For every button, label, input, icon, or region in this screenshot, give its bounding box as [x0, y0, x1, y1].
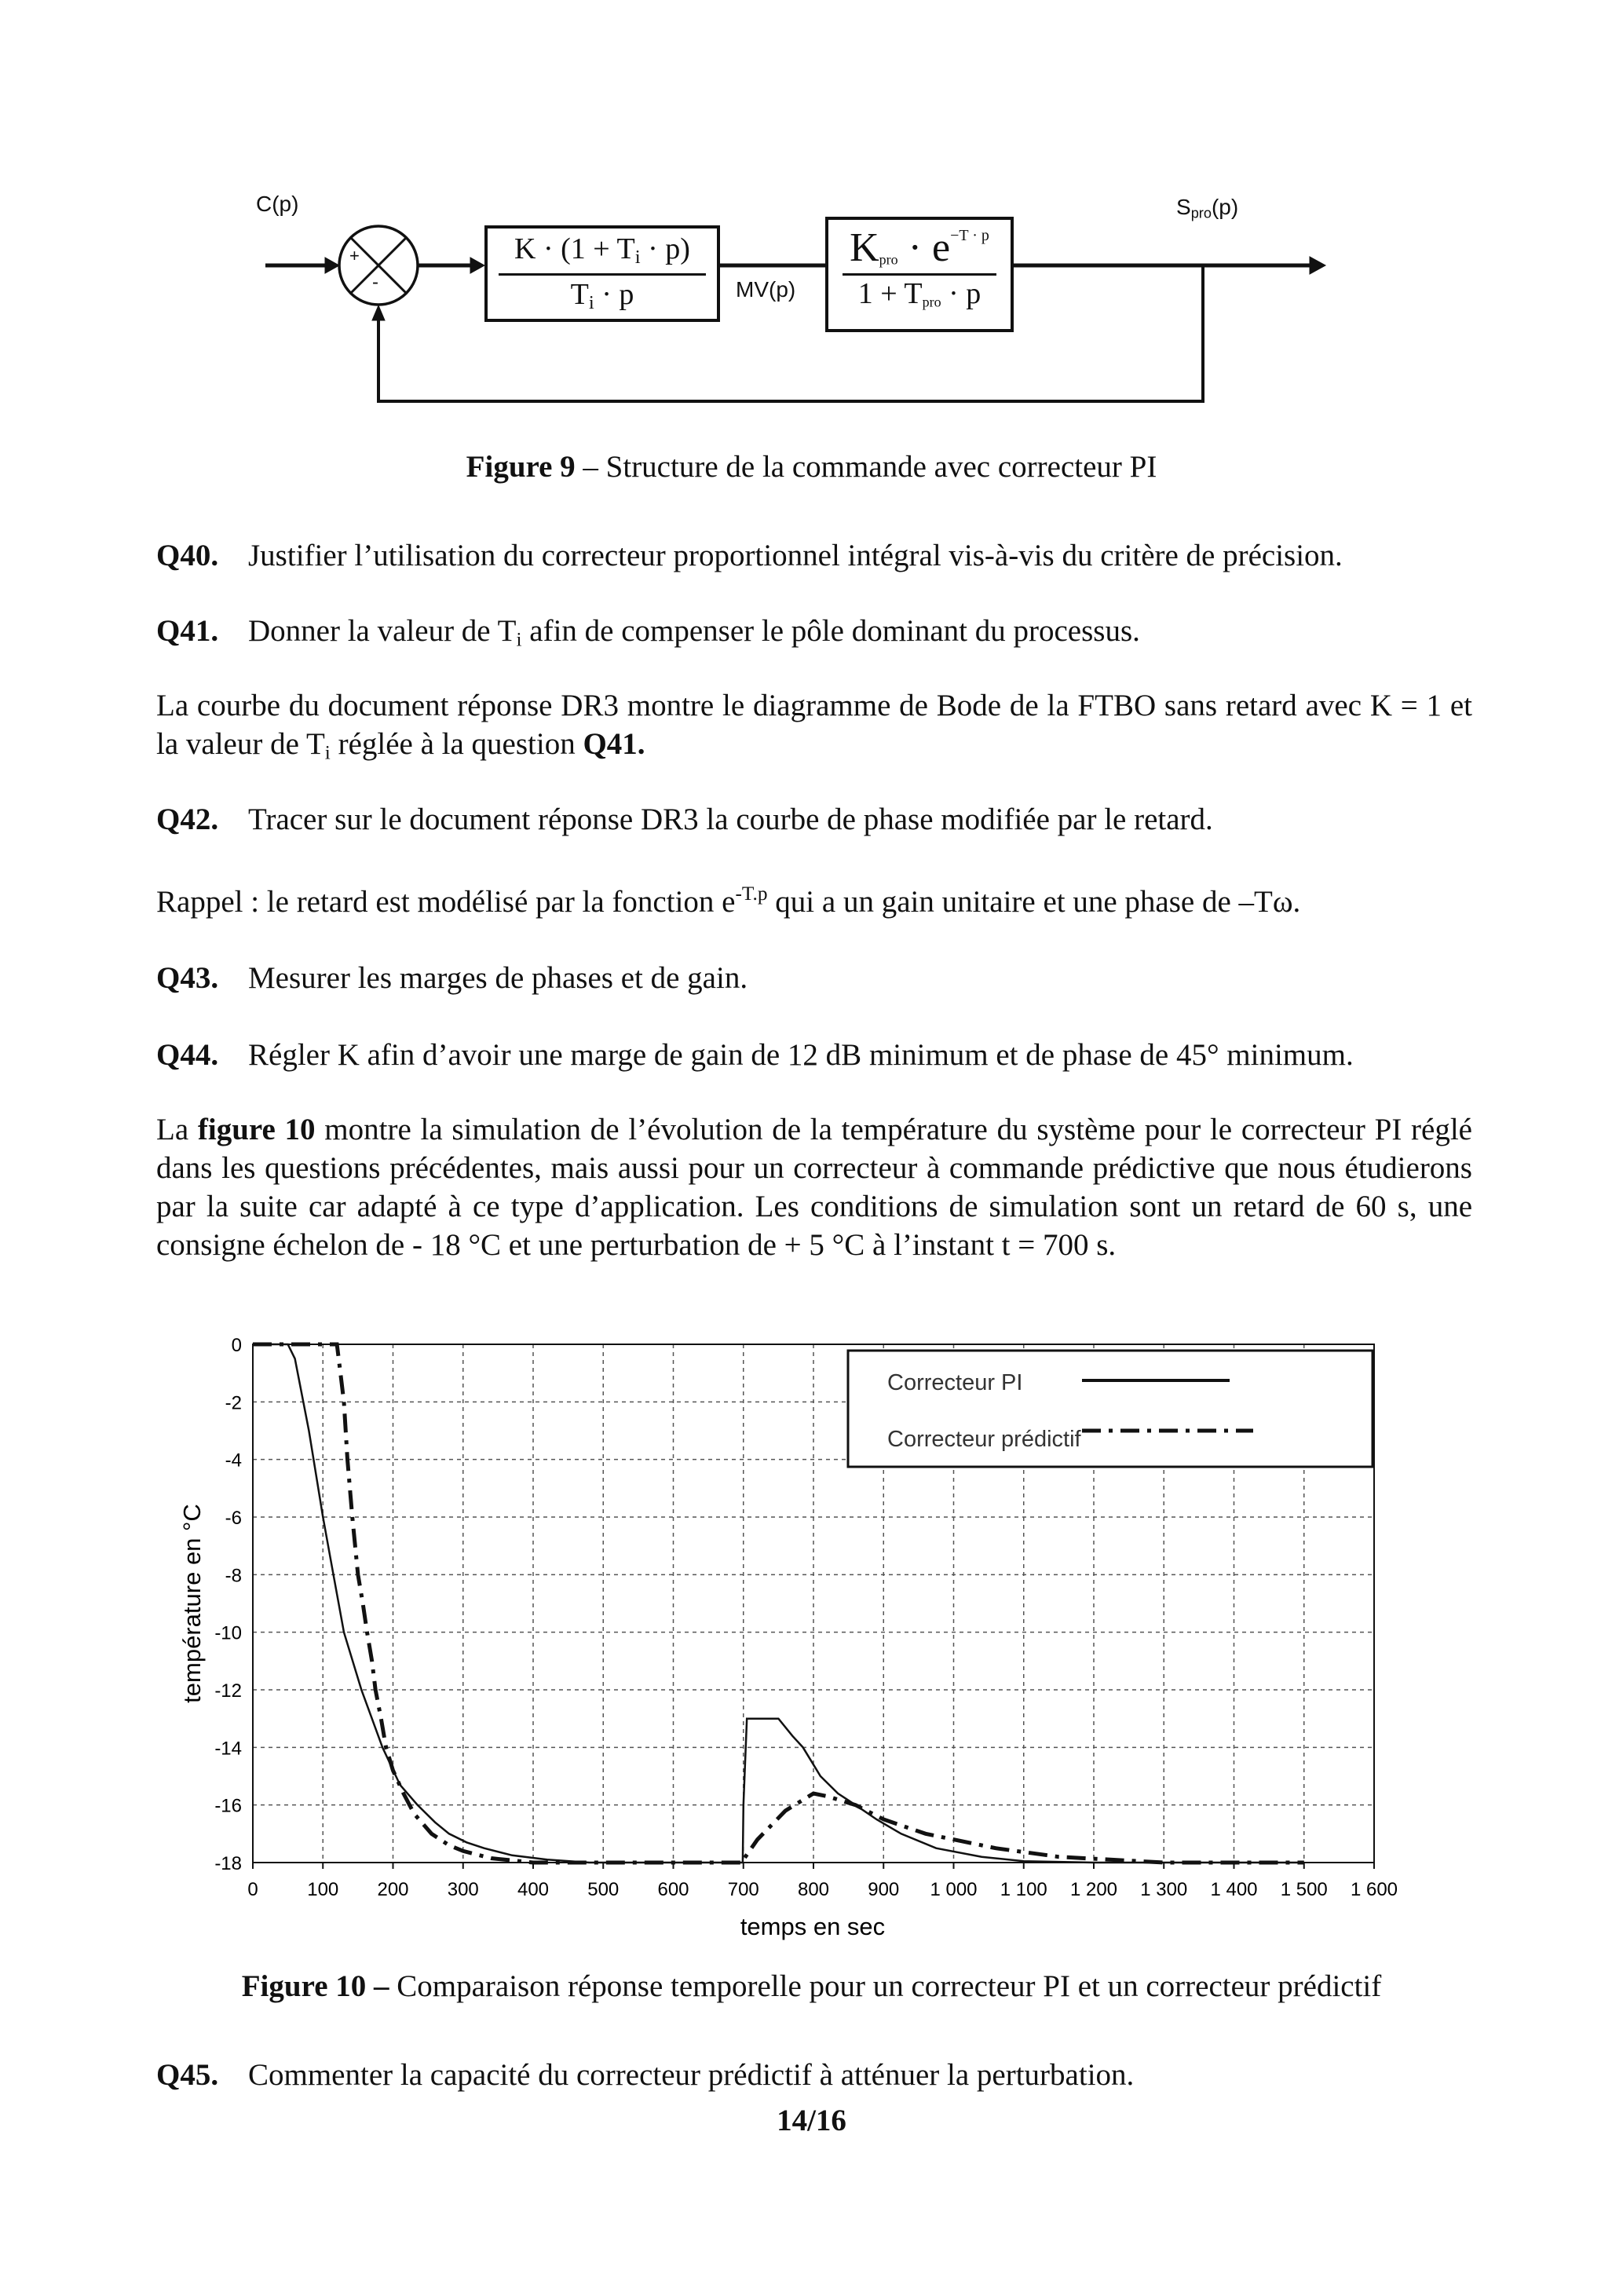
question-text: Donner la valeur de T — [248, 614, 517, 648]
x-tick-label: 1 100 — [1000, 1879, 1047, 1900]
output-label-main: S — [1176, 195, 1191, 219]
figure9-caption — [0, 448, 1623, 486]
proc-den-a: 1 + T — [857, 277, 923, 310]
x-tick-label: 500 — [587, 1879, 620, 1900]
caption-text: Comparaison réponse temporelle pour un correcteur PI et un correcteur prédictif — [389, 1969, 1382, 2003]
question-number: Q45. — [156, 2058, 219, 2092]
x-tick-label: 400 — [517, 1879, 550, 1900]
x-tick-label: 1 200 — [1069, 1879, 1118, 1900]
paragraph-bode — [156, 686, 1472, 763]
question-text: Mesurer les marges de phases et de gain. — [248, 961, 748, 995]
x-axis-label: temps en sec — [740, 1913, 886, 1940]
pi-num-sub: i — [634, 247, 641, 269]
x-tick-label: 600 — [657, 1879, 689, 1900]
question-text: Commenter la capacité du correcteur prédictif à atténuer la perturbation. — [248, 2058, 1135, 2092]
plus-sign: + — [349, 246, 360, 265]
x-tick-label: 1 300 — [1140, 1879, 1188, 1900]
figure10-caption — [0, 1967, 1623, 2005]
y-tick-label: -12 — [214, 1680, 242, 1702]
y-tick-label: -4 — [225, 1450, 242, 1472]
error-arrow-icon — [470, 258, 484, 273]
y-tick-label: -8 — [225, 1565, 242, 1587]
fraction-bar — [499, 273, 706, 276]
legend-label: Correcteur prédictif — [887, 1427, 1081, 1452]
subscript: i — [516, 628, 522, 651]
question-number: Q42. — [156, 803, 219, 836]
pi-num-a: K · (1 + T — [514, 232, 635, 265]
question-text: Justifier l’utilisation du correcteur proportionnel intégral vis-à-vis du critère de précision. — [248, 539, 1343, 572]
pi-den-b: · p — [594, 278, 634, 311]
input-arrow-icon — [325, 258, 339, 273]
paragraph-simulation — [156, 1110, 1472, 1264]
y-tick-label: -18 — [214, 1853, 242, 1874]
output-label-sub: pro — [1190, 205, 1212, 221]
feedback-arrow-icon — [372, 305, 385, 320]
para-text: Rappel : le retard est modélisé par la fonction e — [156, 885, 736, 919]
input-label: C(p) — [256, 192, 299, 216]
question-q45 — [156, 2056, 1472, 2094]
para-bold: Q41. — [583, 727, 645, 761]
proc-num-a: K — [850, 225, 879, 270]
y-tick-label: 0 — [231, 1335, 242, 1356]
question-number: Q44. — [156, 1038, 219, 1072]
caption-text: – Structure de la commande avec correcteur PI — [575, 450, 1157, 484]
para-text: montre la simulation de l’évolution de la température du système pour le correcteur PI réglé dans les questions précédentes, mais aussi pour un correcteur à commande prédictive que nous étudierons par la suite car adapté à ce type d’application. Les conditions de simulation sont un retard de 60 s, une consigne échelon de - 18 °C et une perturbation de + 5 °C à l’instant t = 700 s. — [156, 1113, 1472, 1262]
proc-num-sub: pro — [879, 251, 898, 268]
temperature-chart — [0, 1296, 1623, 1955]
x-tick-label: 900 — [868, 1879, 900, 1900]
question-q43 — [156, 959, 1472, 997]
output-arrow-icon — [1310, 257, 1325, 274]
proc-num-b: · e — [897, 225, 951, 270]
x-tick-label: 1 600 — [1350, 1879, 1398, 1900]
mv-label: MV(p) — [736, 277, 796, 302]
question-q40 — [156, 536, 1472, 575]
question-text: afin de compenser le pôle dominant du processus. — [521, 614, 1140, 648]
process-denominator — [828, 276, 1011, 311]
x-tick-label: 0 — [247, 1879, 258, 1900]
pi-den-sub: i — [588, 292, 594, 314]
x-tick-label: 1 000 — [930, 1879, 978, 1900]
caption-label: Figure 10 – — [241, 1969, 389, 2003]
proc-den-sub: pro — [922, 294, 941, 310]
x-tick-label: 700 — [727, 1879, 759, 1900]
minus-sign: - — [372, 272, 378, 293]
x-tick-label: 1 500 — [1280, 1879, 1328, 1900]
page-number: 14/16 — [777, 2104, 846, 2137]
para-bold: figure 10 — [197, 1113, 316, 1146]
pi-controller-block — [484, 225, 720, 322]
caption-label: Figure 9 — [466, 450, 576, 484]
pi-den-a: T — [570, 278, 589, 311]
x-tick-label: 300 — [447, 1879, 479, 1900]
output-label-end: (p) — [1211, 195, 1239, 219]
y-tick-label: -14 — [214, 1738, 242, 1760]
diagram-wires — [0, 0, 1623, 440]
para-text: La courbe du document réponse DR3 montre le diagramme de Bode de la FTBO sans retard avec K = 1 et la valeur de T — [156, 689, 1472, 761]
superscript: -T.p — [735, 882, 768, 905]
pi-denominator — [488, 277, 717, 312]
x-tick-label: 100 — [307, 1879, 339, 1900]
question-q42 — [156, 800, 1472, 839]
pi-num-b: · p) — [640, 232, 690, 265]
x-tick-label: 1 400 — [1210, 1879, 1258, 1900]
para-text: qui a un gain unitaire et une phase de –Tω. — [767, 885, 1301, 919]
process-numerator — [828, 225, 1011, 271]
question-number: Q43. — [156, 961, 219, 995]
question-q41 — [156, 612, 1472, 650]
para-text: réglée à la question — [330, 727, 583, 761]
pi-numerator — [488, 232, 717, 269]
paragraph-rappel — [156, 883, 1472, 921]
x-tick-label: 800 — [797, 1879, 830, 1900]
question-text: Régler K afin d’avoir une marge de gain de 12 dB minimum et de phase de 45° minimum. — [248, 1038, 1354, 1072]
question-q44 — [156, 1036, 1472, 1074]
legend-label: Correcteur PI — [887, 1370, 1023, 1395]
proc-den-b: · p — [941, 277, 981, 310]
subscript: i — [324, 741, 331, 764]
y-tick-label: -2 — [225, 1392, 242, 1414]
y-tick-label: -10 — [214, 1622, 242, 1644]
y-axis-label: température en °C — [178, 1504, 206, 1703]
proc-num-sup: −T · p — [950, 227, 989, 244]
question-number: Q41. — [156, 614, 219, 648]
fraction-bar — [843, 273, 996, 276]
x-tick-label: 200 — [377, 1879, 409, 1900]
para-text: La — [156, 1113, 198, 1146]
question-text: Tracer sur le document réponse DR3 la courbe de phase modifiée par le retard. — [248, 803, 1213, 836]
y-tick-label: -16 — [214, 1795, 242, 1817]
question-number: Q40. — [156, 539, 219, 572]
process-block — [825, 217, 1014, 332]
y-tick-label: -6 — [225, 1508, 242, 1529]
